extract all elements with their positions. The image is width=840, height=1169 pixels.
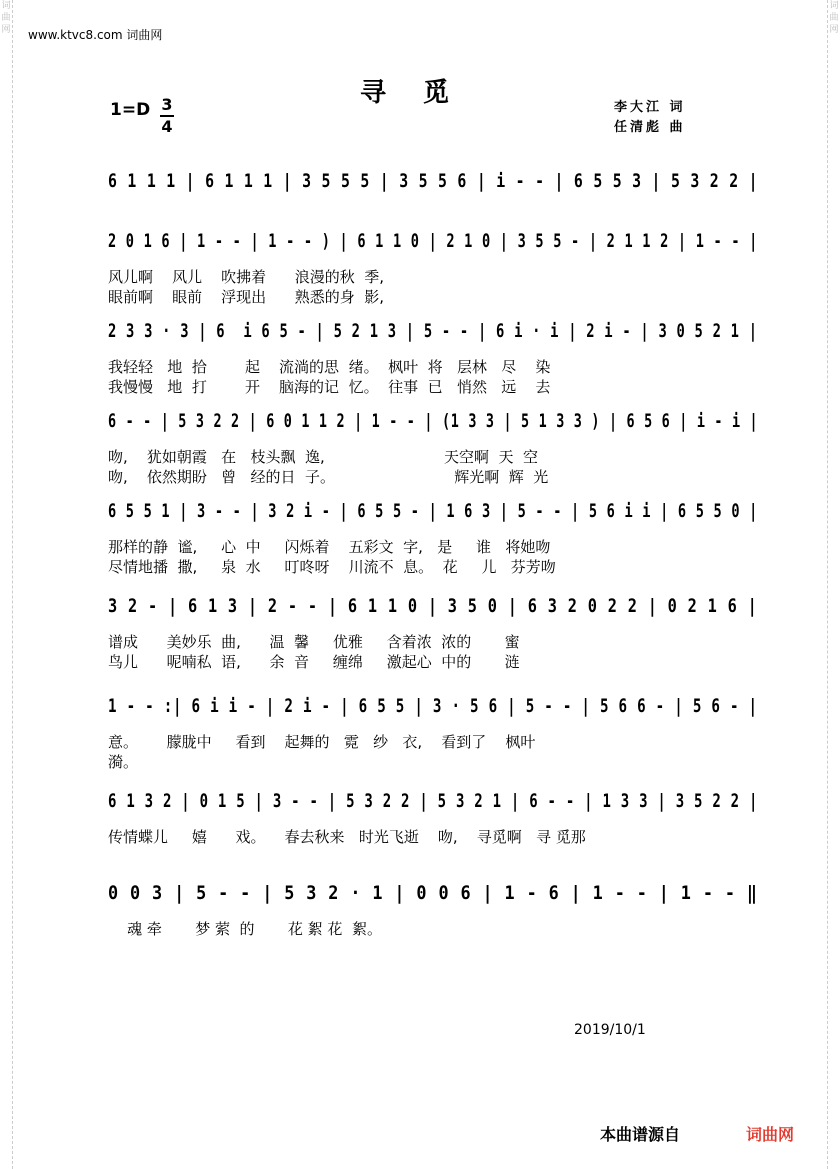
notes-row-1: 6 1 1 1 | 6 1 1 1 | 3 5 5 5 | 3 5 5 6 | i - - | 6 5 5 3 | 5 3 2 2 | [108, 170, 759, 192]
song-title: 寻 觅 [360, 78, 464, 108]
lyrics-row-9-verse-1: 魂 牵 梦 萦 的 花 絮 花 絮。 [108, 920, 382, 938]
time-top: 3 [161, 95, 173, 114]
source-label: 本曲谱源自 [600, 1125, 681, 1144]
site-url[interactable]: www.ktvc8.com 词曲网 [28, 28, 163, 42]
lyrics-row-6-verse-1: 谱成 美妙乐 曲, 温 馨 优雅 含着浓 浓的 蜜 [108, 633, 520, 651]
notes-row-6: 3 2 - | 6 1 3 | 2 - - | 6 1 1 0 | 3 5 0 | 6 3 2 0 2 2 | 0 2 1 6 | [108, 595, 758, 617]
notes-row-2: 2 0 1 6 | 1 - - | 1 - - ) | 6 1 1 0 | 2 1 0 | 3 5 5 - | 2 1 1 2 | 1 - - | [108, 230, 759, 252]
left-margin-watermark: 词曲网 [0, 0, 13, 1169]
lyrics-row-4-verse-2: 吻, 依然期盼 曾 经的日 子。 辉光啊 辉 光 [108, 468, 549, 486]
notes-row-5: 6 5 5 1 | 3 - - | 3 2 i - | 6 5 5 - | 1 6 3 | 5 - - | 5 6 i i | 6 5 5 0 | [108, 500, 759, 522]
date: 2019/10/1 [574, 1022, 646, 1038]
lyrics-row-3-verse-1: 我轻轻 地 拾 起 流淌的思 绪。 枫叶 将 层林 尽 染 [108, 358, 551, 376]
composer: 任清彪 曲 [614, 120, 686, 135]
lyrics-row-2-verse-1: 风儿啊 风儿 吹拂着 浪漫的秋 季, [108, 268, 385, 286]
lyrics-row-5-verse-1: 那样的静 谧, 心 中 闪烁着 五彩文 字, 是 谁 将她吻 [108, 538, 551, 556]
lyrics-row-3-verse-2: 我慢慢 地 打 开 脑海的记 忆。 往事 已 悄然 远 去 [108, 378, 551, 396]
lyrics-row-2-verse-2: 眼前啊 眼前 浮现出 熟悉的身 影, [108, 288, 385, 306]
lyrics-row-7-verse-1: 意。 朦胧中 看到 起舞的 霓 纱 衣, 看到了 枫叶 [108, 733, 536, 751]
right-margin-watermark: 词曲网 [827, 0, 840, 1169]
brand-link[interactable]: 词曲网 [746, 1125, 795, 1144]
notes-row-3: 2 3 3 · 3 | 6 i 6 5 - | 5 2 1 3 | 5 - - | 6 i · i | 2 i - | 3 0 5 2 1 | [108, 320, 758, 342]
notes-row-4: 6 - - | 5 3 2 2 | 6 0 1 1 2 | 1 - - | (1 3 3 | 5 1 3 3 ) | 6 5 6 | i - i | [108, 410, 759, 432]
time-bottom: 4 [161, 117, 173, 136]
lyricist: 李大江 词 [614, 100, 686, 115]
lyrics-row-8-verse-1: 传情蝶儿 嬉 戏。 春去秋来 时光飞逝 吻, 寻觅啊 寻 觅那 [108, 828, 586, 846]
time-signature [160, 96, 174, 136]
lyrics-row-6-verse-2: 鸟儿 呢喃私 语, 余 音 缠绵 激起心 中的 涟 [108, 653, 520, 671]
lyrics-row-7-verse-2: 漪。 [108, 753, 139, 771]
lyrics-row-5-verse-2: 尽情地播 撒, 泉 水 叮咚呀 川流不 息。 花 儿 芬芳吻 [108, 558, 556, 576]
lyrics-row-4-verse-1: 吻, 犹如朝霞 在 枝头飘 逸, 天空啊 天 空 [108, 448, 539, 466]
key-signature: 1=D [110, 100, 151, 120]
notes-row-9: 0 0 3 | 5 - - | 5 3 2 · 1 | 0 0 6 | 1 - 6 | 1 - - | 1 - - ‖ [108, 882, 758, 904]
notes-row-8: 6 1 3 2 | 0 1 5 | 3 - - | 5 3 2 2 | 5 3 2 1 | 6 - - | 1 3 3 | 3 5 2 2 | [108, 790, 759, 812]
notes-row-7: 1 - - :| 6 i i - | 2 i - | 6 5 5 | 3 · 5 6 | 5 - - | 5 6 6 - | 5 6 - | [108, 695, 758, 717]
